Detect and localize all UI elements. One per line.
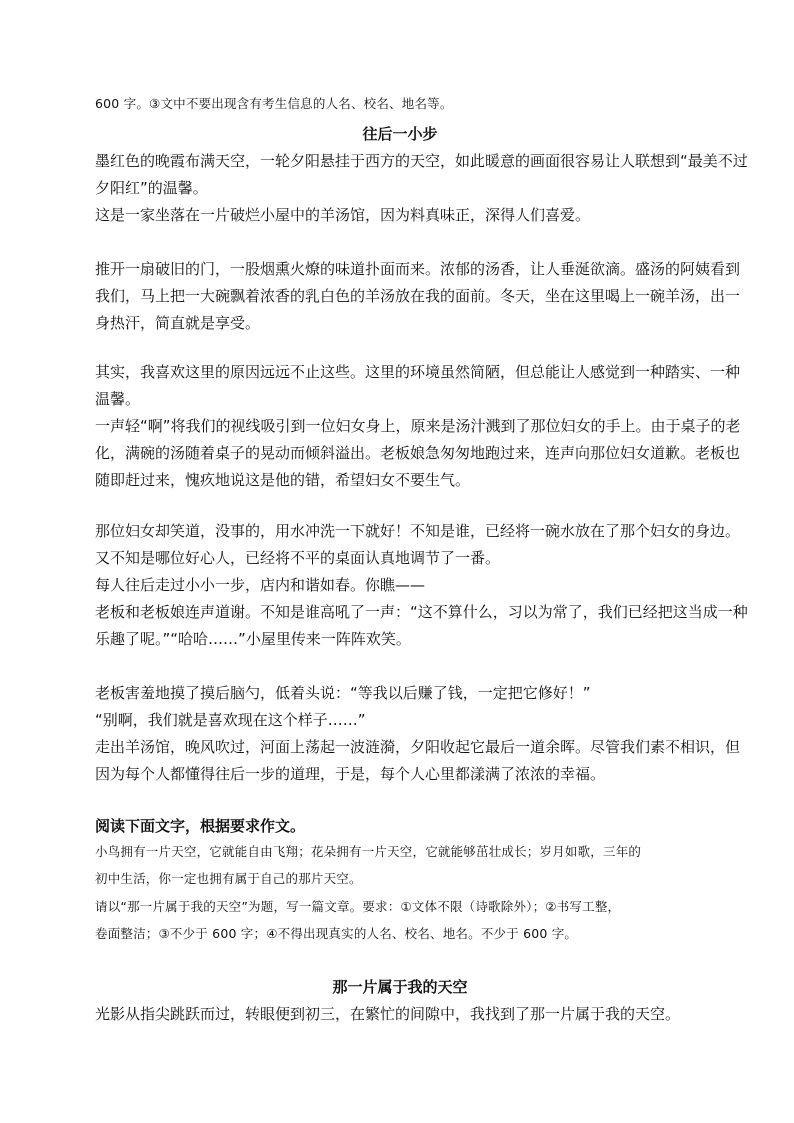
paragraph-line: “别啊，我们就是喜欢现在这个样子……” <box>95 711 366 729</box>
requirement-tail: 600 字。③文中不要出现含有考生信息的人名、校名、地名等。 <box>95 96 453 111</box>
paragraph-line: 身热汗，简直就是享受。 <box>95 314 261 332</box>
paragraph-line: 走出羊汤馆，晚风吹过，河面上荡起一波涟漪，夕阳收起它最后一道余晖。尽管我们素不相识，但 <box>95 738 741 756</box>
prompt-heading: 阅读下面文字，根据要求作文。 <box>95 817 306 835</box>
prompt-requirement-line: 卷面整洁；③不少于 600 字；④不得出现真实的人名、校名、地名。不少于 600 字。 <box>95 926 578 941</box>
paragraph-line: 我们，马上把一大碗飘着浓香的乳白色的羊汤放在我的面前。冬天，坐在这里喝上一碗羊汤，出一 <box>95 287 741 305</box>
paragraph-line: 又不知是哪位好心人，已经将不平的桌面认真地调节了一番。 <box>95 549 501 567</box>
prompt-requirement-line: 请以“那一片属于我的天空”为题，写一篇文章。要求：①文体不限（诗歌除外）；②书写工整， <box>95 899 621 914</box>
paragraph-line: 温馨。 <box>95 390 141 408</box>
paragraph-line: 因为每个人都懂得往后一步的道理，于是，每个人心里都漾满了浓浓的幸福。 <box>95 765 606 783</box>
essay-title-1: 往后一小步 <box>362 125 438 143</box>
paragraph-line: 一声轻“啊”将我们的视线吸引到一位妇女身上，原来是汤汁溅到了那位妇女的手上。由于桌子的老 <box>95 417 741 435</box>
paragraph-line: 乐趣了呢。”“哈哈……”小屋里传来一阵阵欢笑。 <box>95 630 411 648</box>
prompt-line: 初中生活，你一定也拥有属于自己的那片天空。 <box>95 871 362 886</box>
paragraph-line: 推开一扇破旧的门，一股烟熏火燎的味道扑面而来。浓郁的汤香，让人垂涎欲滴。盛汤的阿姨看到 <box>95 260 741 278</box>
paragraph-line: 老板害羞地摸了摸后脑勺，低着头说：“等我以后赚了钱，一定把它修好！” <box>95 684 591 702</box>
paragraph-line: 老板和老板娘连声道谢。不知是谁高吼了一声：“这不算什么，习以为常了，我们已经把这当成一种 <box>95 603 748 621</box>
prompt-line: 小鸟拥有一片天空，它就能自由飞翔；花朵拥有一片天空，它就能够茁壮成长；岁月如歌，三年的 <box>95 844 642 859</box>
paragraph-line: 这是一家坐落在一片破烂小屋中的羊汤馆，因为料真味正，深得人们喜爱。 <box>95 206 591 224</box>
paragraph-line: 随即赶过来，愧疚地说这是他的错，希望妇女不要生气。 <box>95 471 471 489</box>
paragraph-line: 其实，我喜欢这里的原因远远不止这些。这里的环境虽然简陋，但总能让人感觉到一种踏实、一种 <box>95 363 741 381</box>
paragraph-line: 夕阳红”的温馨。 <box>95 179 208 197</box>
paragraph-line: 化，满碗的汤随着桌子的晃动而倾斜溢出。老板娘急匆匆地跑过来，连声向那位妇女道歉。老板也 <box>95 444 741 462</box>
paragraph-line: 光影从指尖跳跃而过，转眼便到初三，在繁忙的间隙中，我找到了那一片属于我的天空。 <box>95 1005 681 1023</box>
essay-title-2: 那一片属于我的天空 <box>332 978 468 996</box>
paragraph-line: 那位妇女却笑道，没事的，用水冲洗一下就好！不知是谁，已经将一碗水放在了那个妇女的身边。 <box>95 522 741 540</box>
paragraph-line: 墨红色的晚霞布满天空，一轮夕阳悬挂于西方的天空，如此暖意的画面很容易让人联想到“最美不过 <box>95 152 748 170</box>
paragraph-line: 每人往后走过小小一步，店内和谐如春。你瞧—— <box>95 576 426 594</box>
